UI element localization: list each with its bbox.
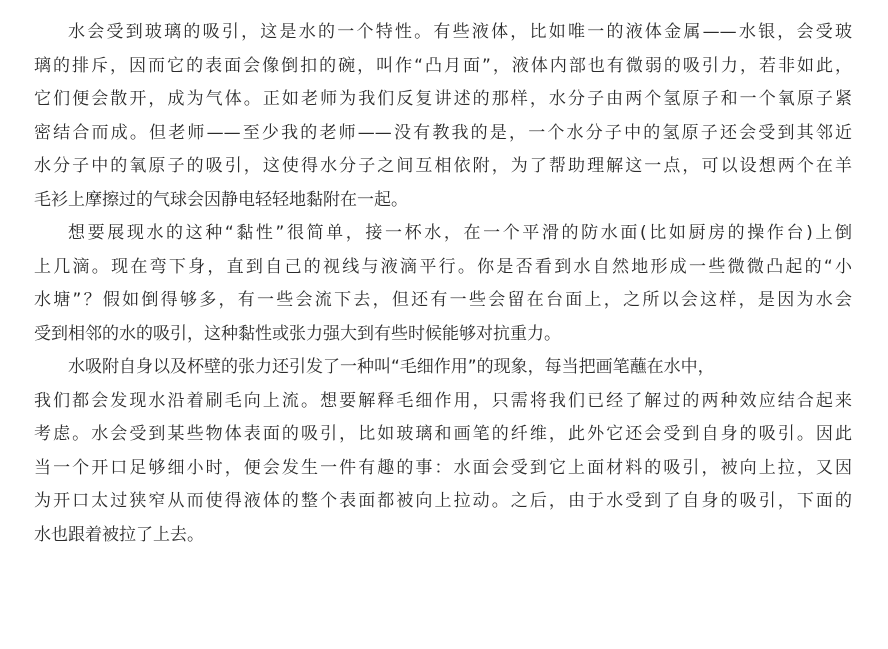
- text-line: 受到相邻的水的吸引，这种黏性或张力强大到有些时候能够对抗重力。: [34, 323, 561, 344]
- text-line: 上几滴。现在弯下身，直到自己的视线与液滴平行。你是否看到水自然地形成一些微微凸起的“小: [34, 256, 852, 277]
- text-line: 当一个开口足够细小时，便会发生一件有趣的事：水面会受到它上面材料的吸引，被向上拉，又因: [34, 457, 852, 478]
- text-line: 考虑。水会受到某些物体表面的吸引，比如玻璃和画笔的纤维，此外它还会受到自身的吸引。因此: [34, 424, 852, 444]
- text-line: 水也跟着被拉了上去。: [34, 524, 204, 545]
- text-line: 水吸附自身以及杯壁的张力还引发了一种叫“毛细作用”的现象，每当把画笔蘸在水中，: [68, 357, 715, 377]
- paragraph-1: [34, 16, 852, 217]
- text-line: 水分子中的氧原子的吸引，这使得水分子之间互相依附，为了帮助理解这一点，可以设想两个在羊: [34, 156, 852, 176]
- text-line: 想要展现水的这种“黏性”很简单，接一杯水，在一个平滑的防水面(比如厨房的操作台)上倒: [68, 223, 852, 243]
- text-line: 密结合而成。但老师——至少我的老师——没有教我的是，一个水分子中的氢原子还会受到其邻近: [34, 122, 852, 143]
- text-line: 它们便会散开，成为气体。正如老师为我们反复讲述的那样，水分子由两个氢原子和一个氧原子紧: [34, 89, 852, 109]
- document-body: [34, 16, 852, 552]
- text-line: 我们都会发现水沿着刷毛向上流。想要解释毛细作用，只需将我们已经了解过的两种效应结合起来: [34, 390, 852, 411]
- text-line: 毛衫上摩擦过的气球会因静电轻轻地黏附在一起。: [34, 189, 408, 210]
- text-line: 水会受到玻璃的吸引，这是水的一个特性。有些液体，比如唯一的液体金属——水银，会受玻: [68, 22, 852, 42]
- text-line: 璃的排斥，因而它的表面会像倒扣的碗，叫作“凸月面”，液体内部也有微弱的吸引力，若非如此，: [34, 55, 852, 76]
- text-line: 为开口太过狭窄从而使得液体的整个表面都被向上拉动。之后，由于水受到了自身的吸引，下面的: [34, 491, 852, 511]
- text-line: 水塘”？假如倒得够多，有一些会流下去，但还有一些会留在台面上，之所以会这样，是因为水会: [34, 290, 852, 310]
- paragraph-3: [34, 351, 852, 552]
- paragraph-2: [34, 217, 852, 351]
